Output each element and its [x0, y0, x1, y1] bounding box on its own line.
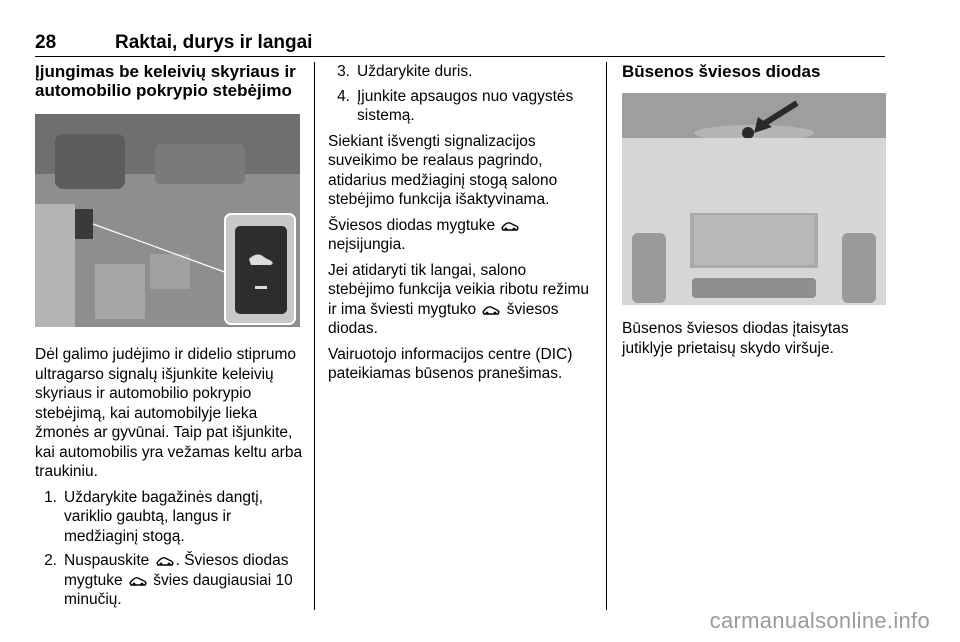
- paragraph-part: Šviesos diodas mygtuke: [328, 216, 500, 234]
- column-divider: [606, 62, 607, 610]
- steps-list: [35, 488, 303, 610]
- steps-list: [328, 62, 593, 126]
- step-number: 3.: [337, 63, 350, 80]
- list-item: [35, 488, 303, 547]
- car-tilt-icon: [482, 304, 500, 315]
- paragraph: Vairuotojo informacijos centre (DIC) pateikiamas būsenos pranešimas.: [328, 345, 573, 382]
- column-middle: [328, 62, 593, 390]
- watermark: carmanualsonline.info: [709, 608, 930, 633]
- list-item: [328, 87, 593, 126]
- dashboard-photo: [622, 93, 886, 305]
- intro-paragraph: Dėl galimo judėjimo ir didelio stiprumo ultragarso signalų išjunkite keleivių skyriaus ir automobilio pokrypio stebėjimą, kai automobilyje lieka žmonės ar gyvūnai. Taip pat išjunkite, kai automobilis yra vežamas keltu arba traukiniu.: [35, 346, 303, 480]
- step-number: 1.: [44, 488, 57, 506]
- list-item: [328, 62, 593, 82]
- page-header: [35, 30, 885, 57]
- figure-caption: Būsenos šviesos diodas įtaisytas jutiklyje prietaisų skydo viršuje.: [622, 320, 849, 357]
- column-right: [622, 62, 892, 364]
- car-tilt-icon: [501, 220, 519, 231]
- step-number: 2.: [44, 552, 57, 569]
- car-tilt-icon: [156, 555, 174, 566]
- step-text: Įjunkite apsaugos nuo vagystės sistemą.: [357, 87, 574, 124]
- paragraph: Siekiant išvengti signalizacijos suveikimo be realaus pagrindo, atidarius medžiaginį stogą salono stebėjimo funkcija išaktyvinama.: [328, 132, 558, 208]
- car-tilt-icon: [129, 575, 147, 586]
- chapter-title: Raktai, durys ir langai: [115, 32, 313, 53]
- status-led: [742, 127, 754, 139]
- section-title: Būsenos šviesos diodas: [622, 62, 821, 81]
- paragraph-part: neįsijungia.: [328, 236, 406, 253]
- switch-photo: [35, 114, 300, 327]
- step-text-part: . Šviesos diodas mygtuke: [64, 552, 289, 589]
- step-text: Uždarykite bagažinės dangtį, variklio gaubtą, langus ir medžiaginį stogą.: [64, 488, 264, 545]
- list-item: [35, 551, 303, 610]
- step-text-part: švies daugiausiai 10 minučių.: [64, 571, 293, 608]
- paragraph: [328, 216, 593, 255]
- section-title: Įjungimas be keleivių skyriaus ir automobilio pokrypio stebėjimo: [35, 62, 296, 100]
- step-text: [64, 551, 303, 610]
- step-number: 4.: [337, 87, 350, 105]
- paragraph-part: šviesos diodas.: [328, 300, 559, 337]
- page-number: 28: [35, 32, 57, 53]
- column-divider: [314, 62, 315, 610]
- step-text-part: Nuspauskite: [64, 552, 154, 569]
- paragraph: [328, 261, 593, 339]
- column-left: [35, 62, 303, 616]
- step-text: Uždarykite duris.: [357, 63, 473, 80]
- paragraph-part: Jei atidaryti tik langai, salono stebėjimo funkcija veikia ribotu režimu ir ima šviesti mygtuko: [328, 261, 590, 318]
